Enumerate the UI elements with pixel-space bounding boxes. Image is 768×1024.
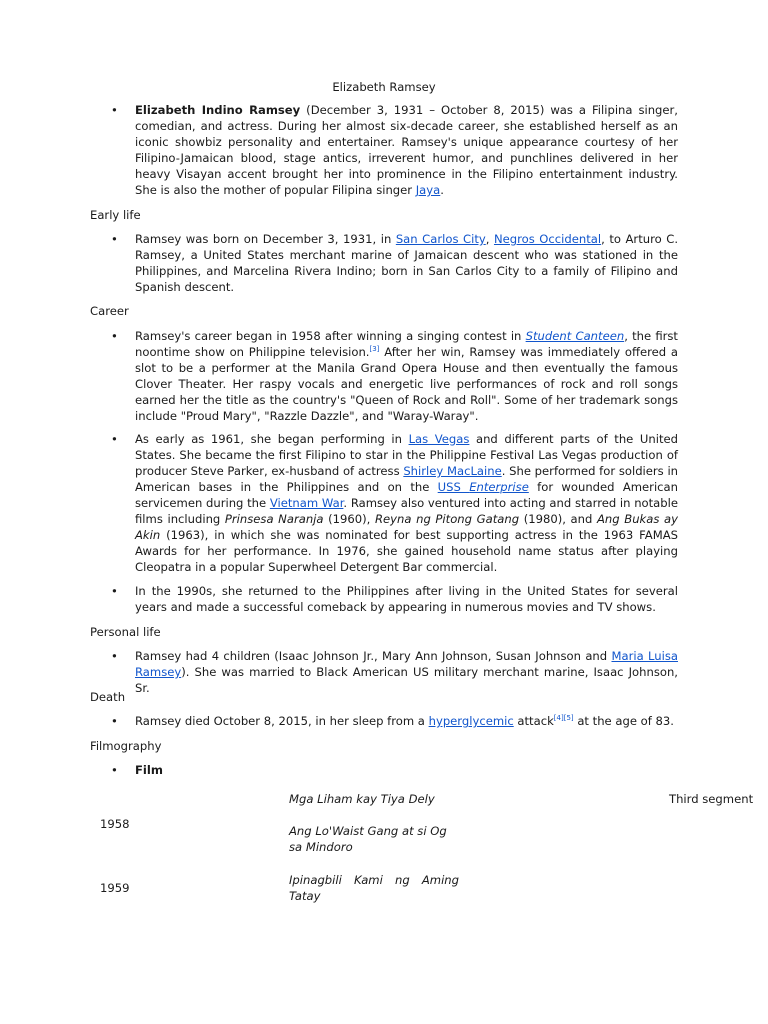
page-title: Elizabeth Ramsey — [332, 80, 436, 94]
heading-personal-life: Personal life — [90, 625, 161, 639]
film-title-cell: Ipinagbili Kami ng Aming Tatay — [289, 873, 459, 903]
link-las-vegas[interactable]: Las Vegas — [408, 432, 470, 446]
career-paragraph-3 — [111, 583, 678, 615]
film-note: Third segment — [669, 792, 754, 806]
death-text: at the age of 83. — [573, 714, 674, 728]
intro-text-end: . — [440, 183, 444, 197]
personal-life-text: ). She was married to Black American US military merchant marine, Isaac Johnson, Sr. — [135, 665, 678, 695]
film-title-cell: Mga Liham kay Tiya Dely — [289, 792, 435, 806]
link-shirley-maclaine[interactable]: Shirley MacLaine — [403, 464, 502, 478]
bullet-icon: • — [111, 232, 118, 246]
intro-paragraph — [111, 102, 678, 198]
career-paragraph-2 — [111, 431, 678, 575]
career-text: , the first noontime show on Philippine television. — [135, 329, 678, 359]
link-maria-luisa-ramsey[interactable]: Maria Luisa Ramsey — [135, 649, 678, 679]
early-life-paragraph — [111, 231, 678, 295]
death-paragraph — [111, 713, 678, 729]
bullet-icon: • — [111, 714, 118, 728]
link-vietnam-war[interactable]: Vietnam War — [269, 496, 344, 510]
career-text: and different parts of the United States. She became the first Filipino to star in the Philippine Festival Las Vegas production of producer Steve Parker, ex-husband of actress — [135, 432, 678, 478]
death-text: attack — [513, 714, 554, 728]
film-year: 1959 — [100, 881, 130, 895]
early-life-text: , to Arturo C. Ramsey, a United States merchant marine of Jamaican descent who was stationed in the Philippines, and Marcelina Rivera Indino; born in San Carlos City to a family of Filipino and Spanish descent. — [135, 232, 679, 294]
heading-death: Death — [90, 690, 126, 704]
career-text: Ramsey's career began in 1958 after winning a singing contest in — [135, 329, 526, 343]
career-text: . Ramsey also ventured into acting and starred in notable films including — [135, 496, 678, 526]
reference-4-5[interactable]: [4][5] — [553, 714, 574, 723]
heading-early-life: Early life — [90, 208, 141, 222]
career-text: (1963), in which she was nominated for best supporting actress in the 1963 FAMAS Awards for her performance. In 1976, she gained household name status after playing Cleopatra in a popular Superwheel Detergent Bar commercial. — [135, 528, 678, 574]
film-title: Ang Bukas ay Akin — [135, 512, 679, 542]
career-text: . She performed for soldiers in American bases in the Philippines and on the — [135, 464, 679, 494]
career-text: As early as 1961, she began performing in — [135, 432, 409, 446]
link-san-carlos-city[interactable]: San Carlos City — [395, 232, 486, 246]
personal-life-paragraph — [111, 648, 678, 696]
film-year: 1958 — [100, 817, 130, 831]
bullet-icon: • — [111, 763, 118, 777]
subject-name: Elizabeth Indino Ramsey — [135, 103, 301, 117]
career-text: for wounded American servicemen during the — [135, 480, 678, 510]
film-title-cell: Ang Lo'Waist Gang at si Og sa Mindoro — [289, 824, 447, 854]
film-subheading-label: Film — [135, 763, 163, 777]
filmography-table — [90, 790, 768, 920]
link-uss-prefix: USS — [437, 480, 470, 494]
career-text: After her win, Ramsey was immediately offered a slot to be a performer at the Manila Grand Opera House and then eventually the famous Clover Theater. Her raspy vocals and energetic live performances of rock and roll songs earned her the title as the country's "Queen of Rock and Roll". Some of her trademark songs include "Proud Mary", "Razzle Dazzle", and "Waray-Waray". — [135, 345, 678, 423]
career-paragraph-1 — [111, 328, 678, 424]
intro-text: (December 3, 1931 – October 8, 2015) was a Filipina singer, comedian, and actress. During her almost six-decade career, she established herself as an iconic showbiz personality and entertainer. Ramsey's unique appearance courtesy of her Filipino-Jamaican blood, stage antics, irreverent humor, and punchlines delivered in her heavy Visayan accent brought her into prominence in the Filipino entertainment industry. She is also the mother of popular Filipina singer — [135, 103, 678, 197]
link-jaya[interactable]: Jaya — [415, 183, 441, 197]
film-title: Reyna ng Pitong Gatang — [374, 512, 520, 526]
link-student-canteen[interactable]: Student Canteen — [525, 329, 625, 343]
early-life-text: , — [485, 232, 494, 246]
link-uss-name: Enterprise — [469, 480, 529, 494]
bullet-icon: • — [111, 584, 118, 598]
link-uss-enterprise[interactable] — [438, 480, 529, 494]
career-text: In the 1990s, she returned to the Philippines after living in the United States for several years and made a successful comeback by appearing in numerous movies and TV shows. — [135, 584, 678, 614]
heading-filmography: Filmography — [90, 739, 162, 753]
personal-life-text: Ramsey had 4 children (Isaac Johnson Jr., Mary Ann Johnson, Susan Johnson and — [135, 649, 612, 663]
bullet-icon: • — [111, 649, 118, 663]
death-text: Ramsey died October 8, 2015, in her sleep from a — [135, 714, 429, 728]
career-text: (1980), and — [519, 512, 597, 526]
reference-3[interactable]: [3] — [369, 345, 380, 354]
career-text: (1960), — [323, 512, 375, 526]
film-subheading — [111, 762, 678, 778]
early-life-text: Ramsey was born on December 3, 1931, in — [135, 232, 396, 246]
bullet-icon: • — [111, 329, 118, 343]
link-negros-occidental[interactable]: Negros Occidental — [493, 232, 602, 246]
bullet-icon: • — [111, 432, 118, 446]
link-hyperglycemic[interactable]: hyperglycemic — [428, 714, 514, 728]
bullet-icon: • — [111, 103, 118, 117]
film-title: Prinsesa Naranja — [224, 512, 324, 526]
heading-career: Career — [90, 304, 129, 318]
